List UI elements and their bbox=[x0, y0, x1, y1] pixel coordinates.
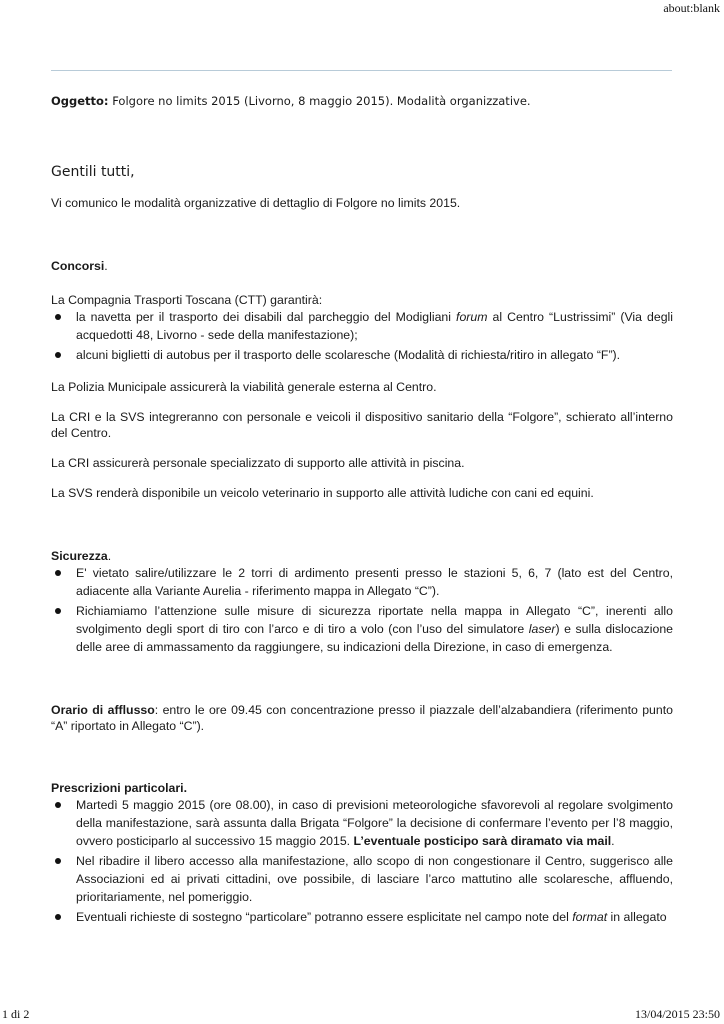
prescrizioni-bullet-list bbox=[51, 796, 673, 926]
bullet-text: in allegato bbox=[607, 910, 667, 924]
bullet-text: . bbox=[611, 834, 615, 848]
list-item bbox=[76, 908, 673, 926]
sicurezza-title: Sicurezza bbox=[51, 549, 108, 563]
bullet-text: Eventuali richieste di sostegno “particolare” potranno essere esplicitate nel campo note del bbox=[76, 910, 573, 924]
list-item bbox=[76, 852, 673, 906]
section-heading-sicurezza bbox=[51, 548, 673, 564]
section-heading-concorsi bbox=[51, 258, 673, 274]
section-heading-prescrizioni: Prescrizioni particolari. bbox=[51, 781, 187, 795]
bullet-text: ) e sulla dislocazione delle aree di ammassamento da raggiungere, su indicazioni della Direzione, in caso di emergenza. bbox=[76, 622, 673, 654]
list-item bbox=[76, 346, 673, 364]
header-divider bbox=[51, 70, 672, 71]
greeting: Gentili tutti, bbox=[51, 164, 135, 180]
bullet-text: Nel ribadire il libero accesso alla manifestazione, allo scopo di non congestionare il Centro, suggerisco alle Associazioni ed ai privati cittadini, ove possibile, di lasciare l’arco mattutino alle scolaresche, affluendo, prioritariamente, nel pomeriggio. bbox=[76, 854, 673, 904]
paragraph-cri: La CRI assicurerà personale specializzato di supporto alle attività in piscina. bbox=[51, 456, 465, 470]
bullet-text: E' vietato salire/utilizzare le 2 torri di ardimento presenti presso le stazioni 5, 6, 7 (lato est del Centro, adiacente alla Variante Aurelia - riferimento mappa in Allegato “C”). bbox=[76, 566, 673, 598]
intro-paragraph: Vi comunico le modalità organizzative di dettaglio di Folgore no limits 2015. bbox=[51, 196, 461, 210]
concorsi-bullet-list bbox=[51, 308, 673, 364]
subject-text: Folgore no limits 2015 (Livorno, 8 maggio 2015). Modalità organizzative. bbox=[108, 94, 531, 108]
paragraph-polizia: La Polizia Municipale assicurerà la viabilità generale esterna al Centro. bbox=[51, 380, 437, 394]
bullet-italic-text: format bbox=[572, 910, 608, 924]
bullet-italic-text: laser bbox=[528, 622, 556, 636]
orario-label: Orario di afflusso bbox=[51, 703, 155, 717]
orario-paragraph bbox=[51, 702, 673, 734]
subject-line bbox=[51, 93, 673, 109]
concorsi-title: Concorsi bbox=[51, 259, 105, 273]
bullet-text: al Centro “Lustrissimi” (Via degli acquedotti 48, Livorno - sede della manifestazione); bbox=[76, 310, 674, 342]
orario-text: : entro le ore 09.45 con concentrazione presso il piazzale dell’alzabandiera (riferimento punto “A” riportato in Allegato “C”). bbox=[51, 703, 673, 733]
bullet-bold-text: L’eventuale posticipo sarà diramato via mail bbox=[353, 834, 612, 848]
document-body bbox=[51, 85, 673, 928]
bullet-text: alcuni biglietti di autobus per il trasporto delle scolaresche (Modalità di richiesta/ritiro in allegato “F”). bbox=[76, 348, 621, 362]
concorsi-title-suffix: . bbox=[104, 259, 108, 273]
page-indicator: 1 di 2 bbox=[2, 1007, 30, 1021]
paragraph-svs: La SVS renderà disponibile un veicolo veterinario in supporto alle attività ludiche con cani ed equini. bbox=[51, 486, 594, 500]
subject-label: Oggetto: bbox=[51, 94, 109, 108]
list-item bbox=[76, 564, 673, 600]
bullet-text: Martedì 5 maggio 2015 (ore 08.00), in caso di previsioni meteorologiche sfavorevoli al regolare svolgimento della manifestazione, sarà assunta dalla Brigata “Folgore” la decisione di confermare l’evento per l’8 maggio, ovvero posticiparlo al successivo 15 maggio 2015. bbox=[76, 798, 673, 848]
concorsi-lead: La Compagnia Trasporti Toscana (CTT) garantirà: bbox=[51, 293, 323, 307]
list-item bbox=[76, 796, 673, 850]
bullet-text: Richiamiamo l’attenzione sulle misure di sicurezza riportate nella mappa in Allegato “C”, inerenti allo svolgimento degli sport di tiro con l’arco e di tiro a volo (con l’uso del simulatore bbox=[76, 604, 673, 636]
sicurezza-bullet-list bbox=[51, 564, 673, 656]
list-item bbox=[76, 308, 673, 344]
print-header-url: about:blank bbox=[663, 1, 720, 15]
paragraph-cri-svs: La CRI e la SVS integreranno con personale e veicoli il dispositivo sanitario della “Folgore”, schierato all’interno del Centro. bbox=[51, 410, 673, 440]
print-datetime: 13/04/2015 23:50 bbox=[634, 1007, 720, 1021]
sicurezza-title-suffix: . bbox=[107, 549, 112, 563]
bullet-text: la navetta per il trasporto dei disabili dal parcheggio del Modigliani bbox=[76, 310, 457, 324]
bullet-italic-text: forum bbox=[456, 310, 488, 324]
list-item bbox=[76, 602, 673, 656]
